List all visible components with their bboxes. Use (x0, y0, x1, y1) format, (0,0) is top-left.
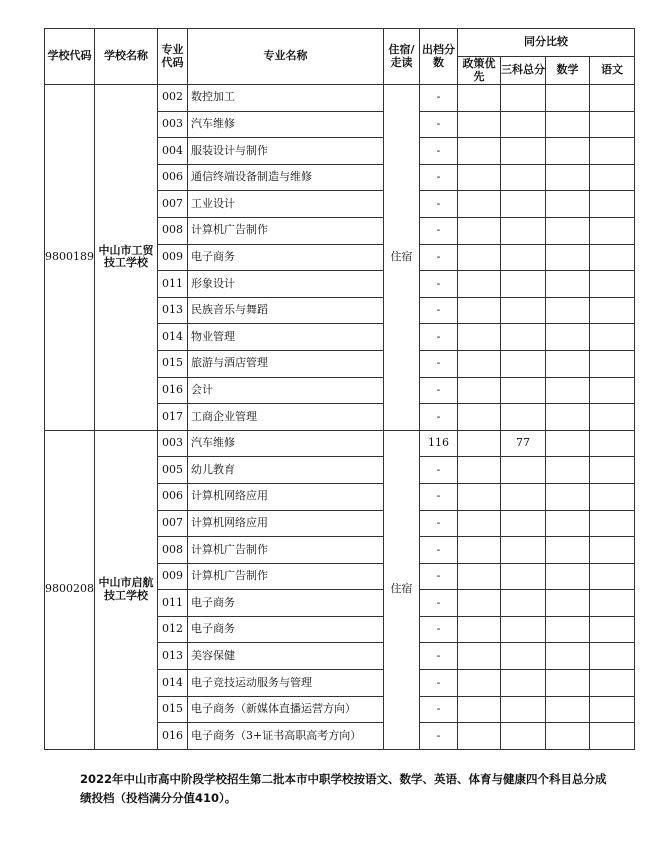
chinese-cell (590, 164, 635, 191)
major-name: 工商企业管理 (188, 404, 384, 431)
header-chinese: 语文 (590, 57, 635, 85)
major-name: 旅游与酒店管理 (188, 350, 384, 377)
header-policy: 政策优先 (458, 57, 501, 85)
score-cell: - (420, 164, 458, 191)
three-total-cell (501, 483, 546, 510)
major-name: 计算机网络应用 (188, 510, 384, 537)
score-cell: - (420, 670, 458, 697)
three-total-cell (501, 324, 546, 351)
math-cell (546, 244, 590, 271)
major-name: 通信终端设备制造与维修 (188, 164, 384, 191)
major-code: 015 (158, 350, 188, 377)
major-name: 工业设计 (188, 191, 384, 218)
major-code: 006 (158, 483, 188, 510)
three-total-cell (501, 271, 546, 298)
math-cell (546, 111, 590, 138)
math-cell (546, 563, 590, 590)
major-name: 电子商务 (188, 244, 384, 271)
policy-cell (458, 590, 501, 617)
major-name: 美容保健 (188, 643, 384, 670)
three-total-cell (501, 217, 546, 244)
score-cell: - (420, 85, 458, 112)
major-name: 电子竞技运动服务与管理 (188, 670, 384, 697)
chinese-cell (590, 85, 635, 112)
three-total-cell (501, 85, 546, 112)
score-cell: - (420, 404, 458, 431)
chinese-cell (590, 483, 635, 510)
math-cell (546, 696, 590, 723)
math-cell (546, 643, 590, 670)
header-school-name: 学校名称 (95, 29, 158, 85)
policy-cell (458, 244, 501, 271)
major-name: 电子商务 (188, 590, 384, 617)
three-total-cell (501, 297, 546, 324)
score-cell: - (420, 723, 458, 750)
math-cell (546, 510, 590, 537)
math-cell (546, 138, 590, 165)
policy-cell (458, 111, 501, 138)
board-type: 住宿 (384, 430, 420, 749)
major-name: 计算机网络应用 (188, 483, 384, 510)
major-code: 015 (158, 696, 188, 723)
header-school-code: 学校代码 (45, 29, 95, 85)
major-code: 003 (158, 111, 188, 138)
chinese-cell (590, 271, 635, 298)
major-name: 汽车维修 (188, 111, 384, 138)
three-total-cell (501, 350, 546, 377)
score-cell: - (420, 217, 458, 244)
major-code: 009 (158, 244, 188, 271)
chinese-cell (590, 244, 635, 271)
three-total-cell (501, 643, 546, 670)
major-name: 计算机广告制作 (188, 563, 384, 590)
three-total-cell (501, 563, 546, 590)
major-name: 幼儿教育 (188, 457, 384, 484)
chinese-cell (590, 217, 635, 244)
policy-cell (458, 297, 501, 324)
chinese-cell (590, 111, 635, 138)
math-cell (546, 377, 590, 404)
major-name: 电子商务 (188, 616, 384, 643)
three-total-cell (501, 670, 546, 697)
chinese-cell (590, 616, 635, 643)
chinese-cell (590, 563, 635, 590)
chinese-cell (590, 643, 635, 670)
chinese-cell (590, 191, 635, 218)
admission-score-table (44, 28, 635, 750)
three-total-cell (501, 404, 546, 431)
table-row (45, 85, 635, 112)
header-compare: 同分比较 (458, 29, 635, 57)
major-name: 电子商务（3+证书高职高考方向） (188, 723, 384, 750)
policy-cell (458, 350, 501, 377)
header-score: 出档分数 (420, 29, 458, 85)
math-cell (546, 85, 590, 112)
chinese-cell (590, 590, 635, 617)
three-total-cell (501, 164, 546, 191)
math-cell (546, 670, 590, 697)
policy-cell (458, 85, 501, 112)
score-cell: - (420, 244, 458, 271)
major-code: 017 (158, 404, 188, 431)
school-name: 中山市工贸技工学校 (95, 85, 158, 431)
policy-cell (458, 164, 501, 191)
policy-cell (458, 191, 501, 218)
policy-cell (458, 723, 501, 750)
policy-cell (458, 483, 501, 510)
math-cell (546, 616, 590, 643)
math-cell (546, 164, 590, 191)
policy-cell (458, 430, 501, 457)
math-cell (546, 271, 590, 298)
major-code: 007 (158, 510, 188, 537)
score-cell: - (420, 324, 458, 351)
math-cell (546, 324, 590, 351)
major-code: 009 (158, 563, 188, 590)
three-total-cell (501, 457, 546, 484)
three-total-cell (501, 510, 546, 537)
major-name: 会计 (188, 377, 384, 404)
major-code: 007 (158, 191, 188, 218)
policy-cell (458, 537, 501, 564)
three-total-cell (501, 377, 546, 404)
header-major-code: 专业代码 (158, 29, 188, 85)
chinese-cell (590, 404, 635, 431)
score-cell: - (420, 643, 458, 670)
footnote: 2022年中山市高中阶段学校招生第二批本市中职学校按语文、数学、英语、体育与健康四个科目总分成绩投档（投档满分分值410）。 (80, 772, 607, 805)
chinese-cell (590, 510, 635, 537)
policy-cell (458, 324, 501, 351)
table-row (45, 430, 635, 457)
header-major-name: 专业名称 (188, 29, 384, 85)
policy-cell (458, 377, 501, 404)
policy-cell (458, 670, 501, 697)
policy-cell (458, 138, 501, 165)
score-cell: - (420, 138, 458, 165)
chinese-cell (590, 138, 635, 165)
major-name: 汽车维修 (188, 430, 384, 457)
major-code: 013 (158, 297, 188, 324)
score-cell: - (420, 377, 458, 404)
three-total-cell (501, 244, 546, 271)
chinese-cell (590, 350, 635, 377)
math-cell (546, 297, 590, 324)
chinese-cell (590, 670, 635, 697)
score-cell: 116 (420, 430, 458, 457)
three-total-cell (501, 111, 546, 138)
major-code: 008 (158, 537, 188, 564)
header-three-total: 三科总分 (501, 57, 546, 85)
three-total-cell (501, 537, 546, 564)
score-cell: - (420, 537, 458, 564)
major-name: 数控加工 (188, 85, 384, 112)
chinese-cell (590, 377, 635, 404)
policy-cell (458, 563, 501, 590)
major-code: 013 (158, 643, 188, 670)
math-cell (546, 191, 590, 218)
school-code: 9800189 (45, 85, 95, 431)
math-cell (546, 483, 590, 510)
three-total-cell (501, 696, 546, 723)
math-cell (546, 590, 590, 617)
score-cell: - (420, 297, 458, 324)
three-total-cell (501, 590, 546, 617)
policy-cell (458, 696, 501, 723)
score-cell: - (420, 696, 458, 723)
policy-cell (458, 616, 501, 643)
math-cell (546, 457, 590, 484)
score-cell: - (420, 563, 458, 590)
chinese-cell (590, 537, 635, 564)
header-math: 数学 (546, 57, 590, 85)
score-cell: - (420, 111, 458, 138)
policy-cell (458, 404, 501, 431)
major-code: 012 (158, 616, 188, 643)
score-cell: - (420, 350, 458, 377)
chinese-cell (590, 430, 635, 457)
major-code: 014 (158, 324, 188, 351)
chinese-cell (590, 297, 635, 324)
math-cell (546, 723, 590, 750)
score-cell: - (420, 191, 458, 218)
score-cell: - (420, 483, 458, 510)
policy-cell (458, 643, 501, 670)
math-cell (546, 217, 590, 244)
policy-cell (458, 217, 501, 244)
score-cell: - (420, 590, 458, 617)
major-code: 016 (158, 377, 188, 404)
score-cell: - (420, 510, 458, 537)
major-name: 物业管理 (188, 324, 384, 351)
major-code: 005 (158, 457, 188, 484)
score-cell: - (420, 616, 458, 643)
major-code: 006 (158, 164, 188, 191)
three-total-cell: 77 (501, 430, 546, 457)
major-name: 服装设计与制作 (188, 138, 384, 165)
major-code: 008 (158, 217, 188, 244)
three-total-cell (501, 138, 546, 165)
chinese-cell (590, 324, 635, 351)
policy-cell (458, 510, 501, 537)
three-total-cell (501, 191, 546, 218)
math-cell (546, 404, 590, 431)
major-code: 002 (158, 85, 188, 112)
board-type: 住宿 (384, 85, 420, 431)
major-name: 形象设计 (188, 271, 384, 298)
policy-cell (458, 271, 501, 298)
header-board: 住宿/走读 (384, 29, 420, 85)
major-name: 计算机广告制作 (188, 217, 384, 244)
math-cell (546, 350, 590, 377)
school-code: 9800208 (45, 430, 95, 749)
major-code: 014 (158, 670, 188, 697)
major-name: 计算机广告制作 (188, 537, 384, 564)
chinese-cell (590, 696, 635, 723)
major-code: 011 (158, 271, 188, 298)
math-cell (546, 430, 590, 457)
score-cell: - (420, 457, 458, 484)
school-name: 中山市启航技工学校 (95, 430, 158, 749)
major-code: 011 (158, 590, 188, 617)
major-code: 016 (158, 723, 188, 750)
math-cell (546, 537, 590, 564)
major-code: 004 (158, 138, 188, 165)
score-cell: - (420, 271, 458, 298)
major-code: 003 (158, 430, 188, 457)
three-total-cell (501, 616, 546, 643)
policy-cell (458, 457, 501, 484)
major-name: 民族音乐与舞蹈 (188, 297, 384, 324)
three-total-cell (501, 723, 546, 750)
chinese-cell (590, 723, 635, 750)
chinese-cell (590, 457, 635, 484)
major-name: 电子商务（新媒体直播运营方向） (188, 696, 384, 723)
